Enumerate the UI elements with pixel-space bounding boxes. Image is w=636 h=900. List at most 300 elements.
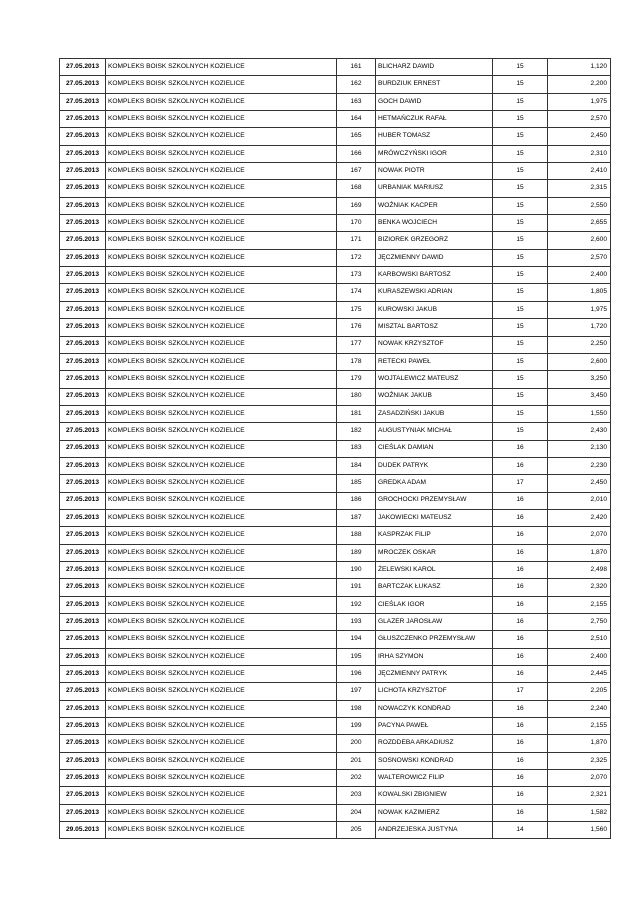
date-cell: 27.05.2013 <box>60 111 106 128</box>
venue-cell: KOMPLEKS BOISK SZKOLNYCH KOZIELICE <box>106 683 337 700</box>
table-row <box>60 804 611 821</box>
name-cell: URBANIAK MARIUSZ <box>376 180 493 197</box>
date-cell: 27.05.2013 <box>60 804 106 821</box>
name-cell: WOŹNIAK KACPER <box>376 197 493 214</box>
number-cell: 191 <box>337 579 376 596</box>
table-row <box>60 457 611 474</box>
table-row <box>60 544 611 561</box>
number-cell: 189 <box>337 544 376 561</box>
age-cell: 16 <box>493 457 548 474</box>
date-cell: 27.05.2013 <box>60 561 106 578</box>
table-row <box>60 267 611 284</box>
score-cell: 2,315 <box>548 180 611 197</box>
table-row <box>60 59 611 76</box>
name-cell: GŁUSZCZENKO PRZEMYSŁAW <box>376 631 493 648</box>
name-cell: DUDEK PATRYK <box>376 457 493 474</box>
table-row <box>60 405 611 422</box>
age-cell: 15 <box>493 301 548 318</box>
date-cell: 27.05.2013 <box>60 180 106 197</box>
number-cell: 197 <box>337 683 376 700</box>
number-cell: 195 <box>337 648 376 665</box>
name-cell: WALTEROWICZ FILIP <box>376 770 493 787</box>
score-cell: 2,200 <box>548 76 611 93</box>
score-cell: 2,400 <box>548 267 611 284</box>
number-cell: 166 <box>337 145 376 162</box>
score-cell: 1,870 <box>548 544 611 561</box>
venue-cell: KOMPLEKS BOISK SZKOLNYCH KOZIELICE <box>106 752 337 769</box>
venue-cell: KOMPLEKS BOISK SZKOLNYCH KOZIELICE <box>106 267 337 284</box>
name-cell: LICHOTA KRZYSZTOF <box>376 683 493 700</box>
date-cell: 27.05.2013 <box>60 215 106 232</box>
table-row <box>60 215 611 232</box>
venue-cell: KOMPLEKS BOISK SZKOLNYCH KOZIELICE <box>106 301 337 318</box>
age-cell: 16 <box>493 666 548 683</box>
results-table-body <box>60 59 611 839</box>
date-cell: 27.05.2013 <box>60 93 106 110</box>
venue-cell: KOMPLEKS BOISK SZKOLNYCH KOZIELICE <box>106 787 337 804</box>
date-cell: 27.05.2013 <box>60 752 106 769</box>
date-cell: 27.05.2013 <box>60 475 106 492</box>
age-cell: 17 <box>493 475 548 492</box>
table-row <box>60 752 611 769</box>
date-cell: 27.05.2013 <box>60 440 106 457</box>
date-cell: 27.05.2013 <box>60 735 106 752</box>
table-row <box>60 319 611 336</box>
age-cell: 15 <box>493 336 548 353</box>
venue-cell: KOMPLEKS BOISK SZKOLNYCH KOZIELICE <box>106 648 337 665</box>
date-cell: 27.05.2013 <box>60 145 106 162</box>
number-cell: 167 <box>337 163 376 180</box>
name-cell: RETECKI PAWEŁ <box>376 353 493 370</box>
venue-cell: KOMPLEKS BOISK SZKOLNYCH KOZIELICE <box>106 666 337 683</box>
name-cell: JĘCZMIENNY PATRYK <box>376 666 493 683</box>
number-cell: 192 <box>337 596 376 613</box>
number-cell: 165 <box>337 128 376 145</box>
name-cell: ŻELEWSKI KAROL <box>376 561 493 578</box>
date-cell: 27.05.2013 <box>60 353 106 370</box>
name-cell: GLAZER JAROSŁAW <box>376 614 493 631</box>
date-cell: 29.05.2013 <box>60 822 106 839</box>
age-cell: 15 <box>493 423 548 440</box>
score-cell: 2,410 <box>548 163 611 180</box>
venue-cell: KOMPLEKS BOISK SZKOLNYCH KOZIELICE <box>106 509 337 526</box>
date-cell: 27.05.2013 <box>60 76 106 93</box>
number-cell: 196 <box>337 666 376 683</box>
age-cell: 15 <box>493 284 548 301</box>
date-cell: 27.05.2013 <box>60 163 106 180</box>
date-cell: 27.05.2013 <box>60 284 106 301</box>
name-cell: MISZTAL BARTOSZ <box>376 319 493 336</box>
table-row <box>60 475 611 492</box>
score-cell: 2,655 <box>548 215 611 232</box>
name-cell: JAKOWIECKI MATEUSZ <box>376 509 493 526</box>
venue-cell: KOMPLEKS BOISK SZKOLNYCH KOZIELICE <box>106 197 337 214</box>
number-cell: 201 <box>337 752 376 769</box>
name-cell: CIEŚLAK IGOR <box>376 596 493 613</box>
table-row <box>60 509 611 526</box>
number-cell: 187 <box>337 509 376 526</box>
score-cell: 2,600 <box>548 232 611 249</box>
number-cell: 179 <box>337 371 376 388</box>
table-row <box>60 700 611 717</box>
name-cell: ZASADZIŃSKI JAKUB <box>376 405 493 422</box>
age-cell: 16 <box>493 648 548 665</box>
number-cell: 199 <box>337 718 376 735</box>
venue-cell: KOMPLEKS BOISK SZKOLNYCH KOZIELICE <box>106 180 337 197</box>
age-cell: 16 <box>493 440 548 457</box>
score-cell: 1,720 <box>548 319 611 336</box>
age-cell: 15 <box>493 319 548 336</box>
date-cell: 27.05.2013 <box>60 492 106 509</box>
score-cell: 2,430 <box>548 423 611 440</box>
table-row <box>60 197 611 214</box>
venue-cell: KOMPLEKS BOISK SZKOLNYCH KOZIELICE <box>106 440 337 457</box>
venue-cell: KOMPLEKS BOISK SZKOLNYCH KOZIELICE <box>106 423 337 440</box>
date-cell: 27.05.2013 <box>60 405 106 422</box>
table-row <box>60 561 611 578</box>
number-cell: 172 <box>337 249 376 266</box>
date-cell: 27.05.2013 <box>60 544 106 561</box>
table-row <box>60 232 611 249</box>
name-cell: WOJTALEWICZ MATEUSZ <box>376 371 493 388</box>
number-cell: 184 <box>337 457 376 474</box>
name-cell: WOŹNIAK JAKUB <box>376 388 493 405</box>
name-cell: NOWAK KRZYSZTOF <box>376 336 493 353</box>
name-cell: PACYNA PAWEŁ <box>376 718 493 735</box>
table-row <box>60 735 611 752</box>
number-cell: 182 <box>337 423 376 440</box>
venue-cell: KOMPLEKS BOISK SZKOLNYCH KOZIELICE <box>106 249 337 266</box>
score-cell: 1,975 <box>548 301 611 318</box>
table-row <box>60 822 611 839</box>
name-cell: NOWAK PIOTR <box>376 163 493 180</box>
score-cell: 2,450 <box>548 128 611 145</box>
date-cell: 27.05.2013 <box>60 232 106 249</box>
age-cell: 15 <box>493 145 548 162</box>
venue-cell: KOMPLEKS BOISK SZKOLNYCH KOZIELICE <box>106 405 337 422</box>
age-cell: 15 <box>493 128 548 145</box>
venue-cell: KOMPLEKS BOISK SZKOLNYCH KOZIELICE <box>106 596 337 613</box>
number-cell: 204 <box>337 804 376 821</box>
date-cell: 27.05.2013 <box>60 666 106 683</box>
venue-cell: KOMPLEKS BOISK SZKOLNYCH KOZIELICE <box>106 111 337 128</box>
score-cell: 2,600 <box>548 353 611 370</box>
table-row <box>60 683 611 700</box>
age-cell: 16 <box>493 718 548 735</box>
table-row <box>60 579 611 596</box>
number-cell: 171 <box>337 232 376 249</box>
age-cell: 16 <box>493 804 548 821</box>
age-cell: 15 <box>493 215 548 232</box>
date-cell: 27.05.2013 <box>60 718 106 735</box>
number-cell: 200 <box>337 735 376 752</box>
table-row <box>60 93 611 110</box>
venue-cell: KOMPLEKS BOISK SZKOLNYCH KOZIELICE <box>106 614 337 631</box>
table-row <box>60 596 611 613</box>
venue-cell: KOMPLEKS BOISK SZKOLNYCH KOZIELICE <box>106 215 337 232</box>
score-cell: 2,420 <box>548 509 611 526</box>
score-cell: 2,320 <box>548 579 611 596</box>
date-cell: 27.05.2013 <box>60 59 106 76</box>
number-cell: 163 <box>337 93 376 110</box>
number-cell: 198 <box>337 700 376 717</box>
number-cell: 188 <box>337 527 376 544</box>
age-cell: 16 <box>493 614 548 631</box>
date-cell: 27.05.2013 <box>60 457 106 474</box>
age-cell: 15 <box>493 59 548 76</box>
date-cell: 27.05.2013 <box>60 509 106 526</box>
name-cell: GROCHOCKI PRZEMYSŁAW <box>376 492 493 509</box>
table-row <box>60 787 611 804</box>
age-cell: 15 <box>493 76 548 93</box>
number-cell: 162 <box>337 76 376 93</box>
age-cell: 16 <box>493 492 548 509</box>
age-cell: 15 <box>493 267 548 284</box>
venue-cell: KOMPLEKS BOISK SZKOLNYCH KOZIELICE <box>106 145 337 162</box>
date-cell: 27.05.2013 <box>60 683 106 700</box>
name-cell: NOWACZYK KONDRAD <box>376 700 493 717</box>
venue-cell: KOMPLEKS BOISK SZKOLNYCH KOZIELICE <box>106 93 337 110</box>
name-cell: MROCZEK OSKAR <box>376 544 493 561</box>
number-cell: 180 <box>337 388 376 405</box>
table-row <box>60 388 611 405</box>
table-row <box>60 336 611 353</box>
number-cell: 185 <box>337 475 376 492</box>
number-cell: 173 <box>337 267 376 284</box>
table-row <box>60 492 611 509</box>
score-cell: 2,070 <box>548 527 611 544</box>
age-cell: 15 <box>493 197 548 214</box>
venue-cell: KOMPLEKS BOISK SZKOLNYCH KOZIELICE <box>106 475 337 492</box>
score-cell: 2,205 <box>548 683 611 700</box>
table-row <box>60 284 611 301</box>
age-cell: 16 <box>493 579 548 596</box>
table-row <box>60 180 611 197</box>
table-row <box>60 666 611 683</box>
score-cell: 3,250 <box>548 371 611 388</box>
number-cell: 168 <box>337 180 376 197</box>
age-cell: 15 <box>493 405 548 422</box>
table-row <box>60 718 611 735</box>
name-cell: JĘCZMIENNY DAWID <box>376 249 493 266</box>
name-cell: NOWAK KAZIMIERZ <box>376 804 493 821</box>
table-row <box>60 631 611 648</box>
date-cell: 27.05.2013 <box>60 128 106 145</box>
name-cell: BURDZIUK ERNEST <box>376 76 493 93</box>
score-cell: 3,450 <box>548 388 611 405</box>
name-cell: GOCH DAWID <box>376 93 493 110</box>
venue-cell: KOMPLEKS BOISK SZKOLNYCH KOZIELICE <box>106 804 337 821</box>
age-cell: 16 <box>493 544 548 561</box>
score-cell: 1,975 <box>548 93 611 110</box>
age-cell: 16 <box>493 752 548 769</box>
venue-cell: KOMPLEKS BOISK SZKOLNYCH KOZIELICE <box>106 735 337 752</box>
results-table <box>59 58 611 839</box>
date-cell: 27.05.2013 <box>60 770 106 787</box>
score-cell: 1,560 <box>548 822 611 839</box>
number-cell: 176 <box>337 319 376 336</box>
number-cell: 186 <box>337 492 376 509</box>
venue-cell: KOMPLEKS BOISK SZKOLNYCH KOZIELICE <box>106 718 337 735</box>
number-cell: 205 <box>337 822 376 839</box>
age-cell: 16 <box>493 509 548 526</box>
name-cell: BENKA WOJCIECH <box>376 215 493 232</box>
score-cell: 2,321 <box>548 787 611 804</box>
venue-cell: KOMPLEKS BOISK SZKOLNYCH KOZIELICE <box>106 319 337 336</box>
name-cell: KUROWSKI JAKUB <box>376 301 493 318</box>
age-cell: 15 <box>493 353 548 370</box>
age-cell: 16 <box>493 561 548 578</box>
name-cell: SOSNOWSKI KONDRAD <box>376 752 493 769</box>
table-row <box>60 301 611 318</box>
name-cell: CIEŚLAK DAMIAN <box>376 440 493 457</box>
name-cell: IRHA SZYMON <box>376 648 493 665</box>
date-cell: 27.05.2013 <box>60 371 106 388</box>
number-cell: 164 <box>337 111 376 128</box>
score-cell: 1,805 <box>548 284 611 301</box>
venue-cell: KOMPLEKS BOISK SZKOLNYCH KOZIELICE <box>106 561 337 578</box>
age-cell: 16 <box>493 787 548 804</box>
date-cell: 27.05.2013 <box>60 423 106 440</box>
date-cell: 27.05.2013 <box>60 388 106 405</box>
date-cell: 27.05.2013 <box>60 596 106 613</box>
score-cell: 2,750 <box>548 614 611 631</box>
venue-cell: KOMPLEKS BOISK SZKOLNYCH KOZIELICE <box>106 770 337 787</box>
number-cell: 193 <box>337 614 376 631</box>
table-row <box>60 371 611 388</box>
table-row <box>60 614 611 631</box>
table-row <box>60 145 611 162</box>
score-cell: 2,240 <box>548 700 611 717</box>
venue-cell: KOMPLEKS BOISK SZKOLNYCH KOZIELICE <box>106 76 337 93</box>
number-cell: 190 <box>337 561 376 578</box>
age-cell: 15 <box>493 388 548 405</box>
age-cell: 17 <box>493 683 548 700</box>
age-cell: 14 <box>493 822 548 839</box>
venue-cell: KOMPLEKS BOISK SZKOLNYCH KOZIELICE <box>106 353 337 370</box>
age-cell: 15 <box>493 232 548 249</box>
age-cell: 15 <box>493 93 548 110</box>
table-row <box>60 648 611 665</box>
age-cell: 15 <box>493 180 548 197</box>
name-cell: AUGUSTYNIAK MICHAŁ <box>376 423 493 440</box>
date-cell: 27.05.2013 <box>60 787 106 804</box>
score-cell: 2,550 <box>548 197 611 214</box>
name-cell: KOWALSKI ZBIGNIEW <box>376 787 493 804</box>
table-row <box>60 76 611 93</box>
name-cell: MRÓWCZYŃSKI IGOR <box>376 145 493 162</box>
name-cell: ANDRZEJESKA JUSTYNA <box>376 822 493 839</box>
score-cell: 2,445 <box>548 666 611 683</box>
name-cell: BLICHARZ DAWID <box>376 59 493 76</box>
score-cell: 2,250 <box>548 336 611 353</box>
name-cell: HUBER TOMASZ <box>376 128 493 145</box>
venue-cell: KOMPLEKS BOISK SZKOLNYCH KOZIELICE <box>106 128 337 145</box>
date-cell: 27.05.2013 <box>60 197 106 214</box>
number-cell: 202 <box>337 770 376 787</box>
table-row <box>60 423 611 440</box>
table-row <box>60 111 611 128</box>
venue-cell: KOMPLEKS BOISK SZKOLNYCH KOZIELICE <box>106 700 337 717</box>
table-row <box>60 249 611 266</box>
score-cell: 2,155 <box>548 596 611 613</box>
name-cell: BIZIOREK GRZEGORZ <box>376 232 493 249</box>
score-cell: 2,130 <box>548 440 611 457</box>
age-cell: 15 <box>493 163 548 180</box>
score-cell: 2,570 <box>548 249 611 266</box>
name-cell: KURASZEWSKI ADRIAN <box>376 284 493 301</box>
date-cell: 27.05.2013 <box>60 631 106 648</box>
name-cell: BARTCZAK ŁUKASZ <box>376 579 493 596</box>
table-row <box>60 440 611 457</box>
table-row <box>60 163 611 180</box>
number-cell: 183 <box>337 440 376 457</box>
score-cell: 2,155 <box>548 718 611 735</box>
venue-cell: KOMPLEKS BOISK SZKOLNYCH KOZIELICE <box>106 59 337 76</box>
date-cell: 27.05.2013 <box>60 249 106 266</box>
number-cell: 194 <box>337 631 376 648</box>
age-cell: 16 <box>493 631 548 648</box>
venue-cell: KOMPLEKS BOISK SZKOLNYCH KOZIELICE <box>106 163 337 180</box>
venue-cell: KOMPLEKS BOISK SZKOLNYCH KOZIELICE <box>106 527 337 544</box>
age-cell: 15 <box>493 371 548 388</box>
number-cell: 174 <box>337 284 376 301</box>
age-cell: 16 <box>493 700 548 717</box>
venue-cell: KOMPLEKS BOISK SZKOLNYCH KOZIELICE <box>106 371 337 388</box>
score-cell: 1,120 <box>548 59 611 76</box>
number-cell: 177 <box>337 336 376 353</box>
age-cell: 15 <box>493 111 548 128</box>
venue-cell: KOMPLEKS BOISK SZKOLNYCH KOZIELICE <box>106 284 337 301</box>
date-cell: 27.05.2013 <box>60 700 106 717</box>
number-cell: 178 <box>337 353 376 370</box>
venue-cell: KOMPLEKS BOISK SZKOLNYCH KOZIELICE <box>106 579 337 596</box>
date-cell: 27.05.2013 <box>60 579 106 596</box>
score-cell: 1,550 <box>548 405 611 422</box>
date-cell: 27.05.2013 <box>60 648 106 665</box>
venue-cell: KOMPLEKS BOISK SZKOLNYCH KOZIELICE <box>106 336 337 353</box>
table-row <box>60 527 611 544</box>
venue-cell: KOMPLEKS BOISK SZKOLNYCH KOZIELICE <box>106 822 337 839</box>
number-cell: 170 <box>337 215 376 232</box>
venue-cell: KOMPLEKS BOISK SZKOLNYCH KOZIELICE <box>106 388 337 405</box>
table-row <box>60 128 611 145</box>
number-cell: 175 <box>337 301 376 318</box>
age-cell: 15 <box>493 249 548 266</box>
score-cell: 2,010 <box>548 492 611 509</box>
name-cell: ROZDDEBA ARKADIUSZ <box>376 735 493 752</box>
score-cell: 2,230 <box>548 457 611 474</box>
score-cell: 2,570 <box>548 111 611 128</box>
age-cell: 16 <box>493 596 548 613</box>
venue-cell: KOMPLEKS BOISK SZKOLNYCH KOZIELICE <box>106 544 337 561</box>
name-cell: KASPRZAK FILIP <box>376 527 493 544</box>
date-cell: 27.05.2013 <box>60 527 106 544</box>
age-cell: 16 <box>493 735 548 752</box>
venue-cell: KOMPLEKS BOISK SZKOLNYCH KOZIELICE <box>106 631 337 648</box>
age-cell: 16 <box>493 770 548 787</box>
table-row <box>60 770 611 787</box>
date-cell: 27.05.2013 <box>60 336 106 353</box>
score-cell: 2,310 <box>548 145 611 162</box>
venue-cell: KOMPLEKS BOISK SZKOLNYCH KOZIELICE <box>106 232 337 249</box>
score-cell: 1,870 <box>548 735 611 752</box>
score-cell: 2,325 <box>548 752 611 769</box>
score-cell: 2,498 <box>548 561 611 578</box>
name-cell: HETMAŃCZUK RAFAŁ <box>376 111 493 128</box>
date-cell: 27.05.2013 <box>60 319 106 336</box>
score-cell: 2,070 <box>548 770 611 787</box>
